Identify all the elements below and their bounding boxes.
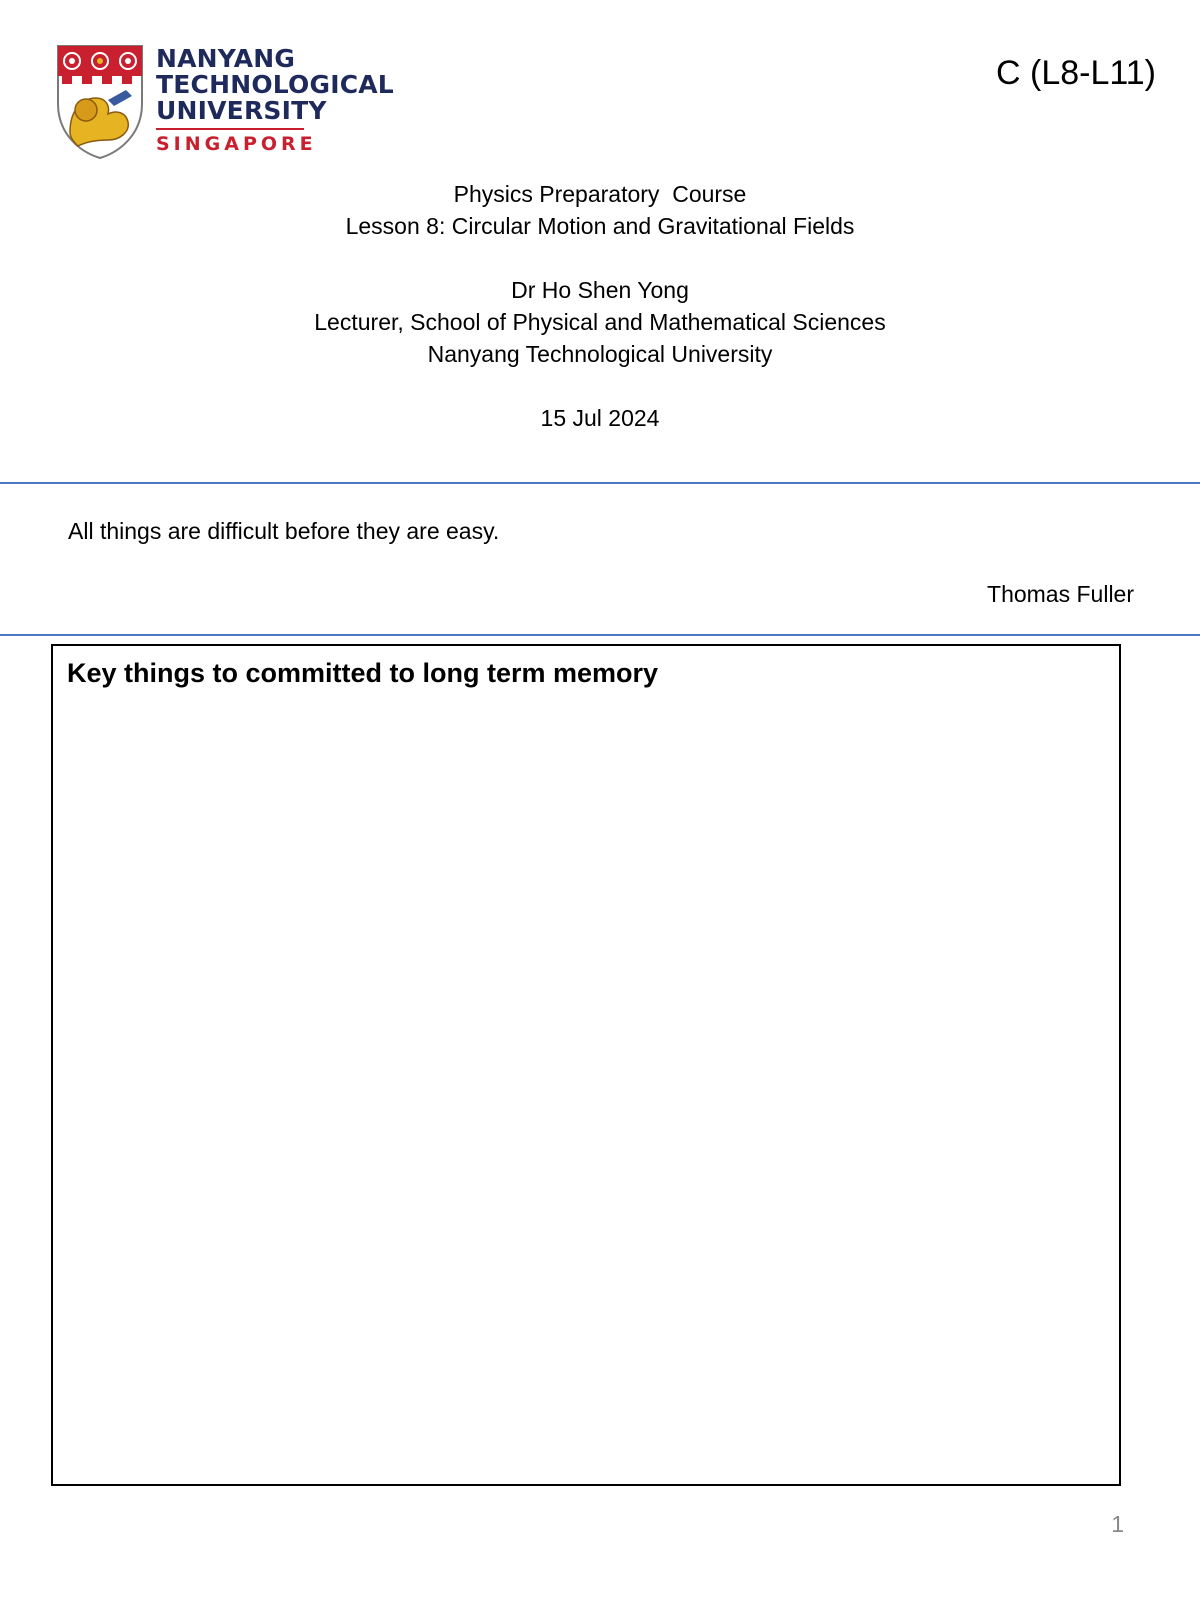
- logo-line-2: TECHNOLOGICAL: [156, 70, 394, 99]
- lecturer-name: Dr Ho Shen Yong: [511, 277, 689, 303]
- title-block: [0, 178, 1200, 434]
- logo-line-1: NANYANG: [156, 44, 296, 73]
- ntu-logo: [56, 44, 394, 162]
- memory-box-title: Key things to committed to long term memory: [67, 658, 659, 688]
- memory-notes-box[interactable]: [51, 644, 1121, 1486]
- divider-bottom: [0, 634, 1200, 636]
- quote-author: Thomas Fuller: [987, 581, 1134, 607]
- course-title: Physics Preparatory Course: [453, 181, 747, 207]
- lecturer-role: Lecturer, School of Physical and Mathematical Sciences: [314, 309, 886, 335]
- document-code: C (L8-L11): [996, 54, 1156, 92]
- divider-top: [0, 482, 1200, 484]
- quote-text: All things are difficult before they are easy.: [68, 518, 500, 544]
- lesson-title: Lesson 8: Circular Motion and Gravitational Fields: [345, 213, 855, 239]
- ntu-crest-icon: [56, 44, 144, 160]
- page-number: 1: [1111, 1511, 1124, 1537]
- lesson-date: 15 Jul 2024: [540, 405, 660, 431]
- logo-line-3: UNIVERSITY: [156, 96, 327, 125]
- logo-divider: [156, 128, 304, 130]
- logo-line-4: SINGAPORE: [156, 133, 317, 155]
- institution-name: Nanyang Technological University: [427, 341, 773, 367]
